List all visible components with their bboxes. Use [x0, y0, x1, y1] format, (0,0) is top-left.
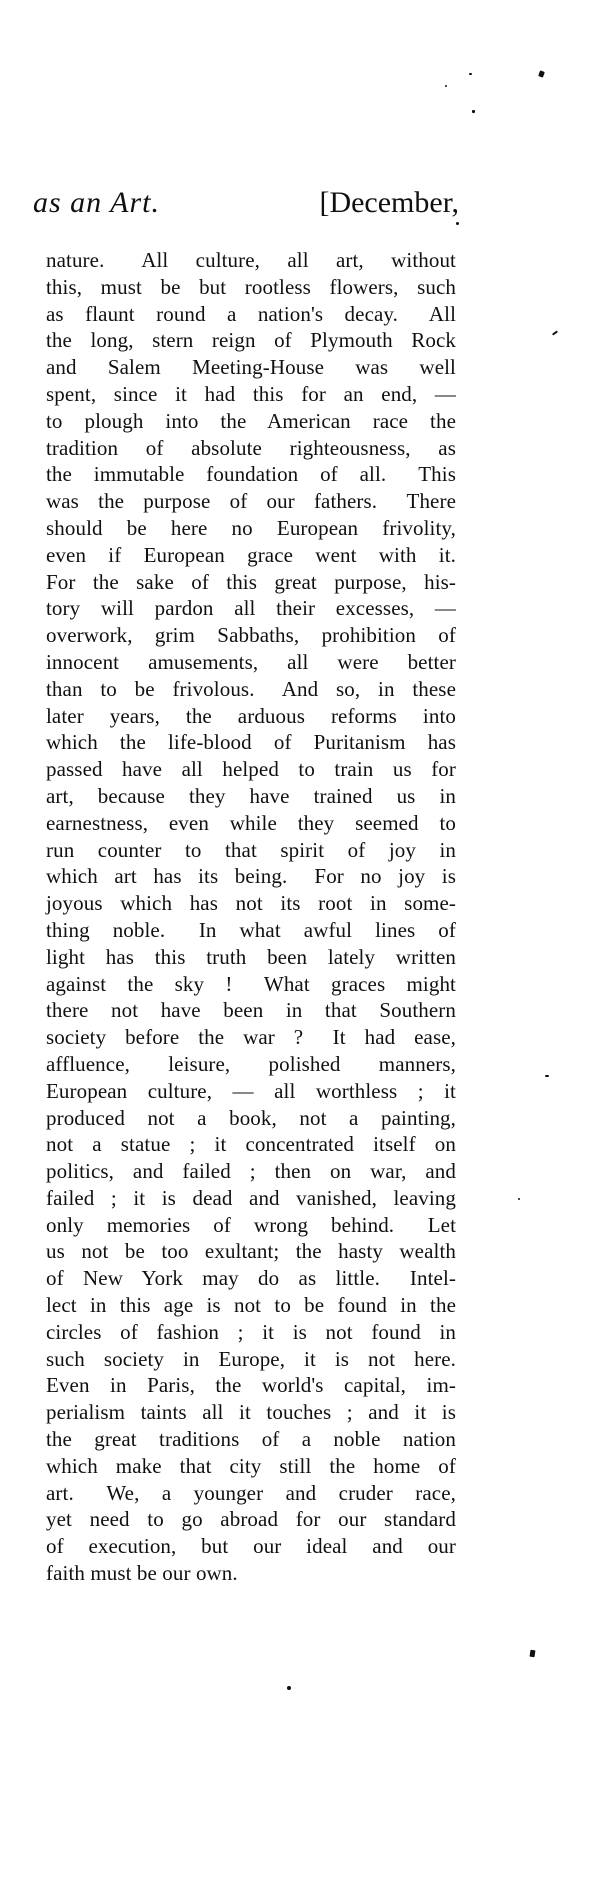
text-line: earnestness, even while they seemed to — [46, 810, 456, 835]
text-line: run counter to that spirit of joy in — [46, 837, 456, 862]
ink-speck — [518, 1198, 520, 1200]
text-line: such society in Europe, it is not here. — [46, 1346, 456, 1371]
ink-speck — [456, 222, 459, 225]
text-line: of New York may do as little. Intel- — [46, 1266, 456, 1291]
running-header-date: [December, — [319, 186, 459, 219]
text-line: only memories of wrong behind. Let — [46, 1212, 456, 1237]
text-line: there not have been in that Southern — [46, 998, 456, 1023]
text-line: the immutable foundation of all. This — [46, 462, 456, 487]
text-line: the great traditions of a noble nation — [46, 1427, 456, 1452]
text-line: European culture, — all worthless ; it — [46, 1078, 456, 1103]
ink-speck — [552, 330, 558, 335]
text-line: affluence, leisure, polished manners, — [46, 1051, 456, 1076]
body-text — [46, 247, 456, 1587]
text-line: passed have all helped to train us for — [46, 757, 456, 782]
text-line: which make that city still the home of — [46, 1453, 456, 1478]
text-line: even if European grace went with it. — [46, 542, 456, 567]
text-line: tradition of absolute righteousness, as — [46, 435, 456, 460]
text-line: the long, stern reign of Plymouth Rock — [46, 328, 456, 353]
text-line: of execution, but our ideal and our — [46, 1534, 456, 1559]
text-line: should be here no European frivolity, — [46, 515, 456, 540]
text-line: art, because they have trained us in — [46, 783, 456, 808]
ink-speck — [287, 1686, 291, 1690]
text-line: and Salem Meeting-House was well — [46, 355, 456, 380]
text-line: faith must be our own. — [46, 1561, 238, 1586]
text-line: which the life-blood of Puritanism has — [46, 730, 456, 755]
text-line: nature. All culture, all art, without — [46, 248, 456, 272]
running-header — [33, 186, 459, 220]
text-line: overwork, grim Sabbaths, prohibition of — [46, 623, 456, 648]
text-line: not a statue ; it concentrated itself on — [46, 1132, 456, 1157]
text-line: yet need to go abroad for our standard — [46, 1507, 456, 1532]
text-line: For the sake of this great purpose, his- — [46, 569, 456, 594]
text-line: failed ; it is dead and vanished, leaving — [46, 1185, 456, 1210]
text-line: was the purpose of our fathers. There — [46, 489, 456, 514]
text-line: than to be frivolous. And so, in these — [46, 676, 456, 701]
text-line: to plough into the American race the — [46, 408, 456, 433]
text-line: which art has its being. For no joy is — [46, 864, 456, 889]
text-line: spent, since it had this for an end, — — [46, 381, 456, 406]
ink-speck — [538, 70, 545, 77]
text-line: as flaunt round a nation's decay. All — [46, 301, 456, 326]
text-line: joyous which has not its root in some- — [46, 891, 456, 916]
text-line: thing noble. In what awful lines of — [46, 917, 456, 942]
text-line: art. We, a younger and cruder race, — [46, 1480, 456, 1505]
ink-speck — [445, 85, 447, 87]
text-line: lect in this age is not to be found in the — [46, 1293, 456, 1318]
text-line: Even in Paris, the world's capital, im- — [46, 1373, 456, 1398]
ink-speck — [545, 1075, 549, 1077]
text-line: perialism taints all it touches ; and it is — [46, 1400, 456, 1425]
ink-speck — [472, 110, 475, 113]
text-line: produced not a book, not a painting, — [46, 1105, 456, 1130]
text-line: society before the war ? It had ease, — [46, 1025, 456, 1050]
text-line: against the sky ! What graces might — [46, 971, 456, 996]
running-header-title: as an Art. — [33, 186, 160, 219]
ink-speck — [530, 1650, 536, 1658]
text-line: circles of fashion ; it is not found in — [46, 1319, 456, 1344]
text-line: us not be too exultant; the hasty wealth — [46, 1239, 456, 1264]
text-line: this, must be but rootless flowers, such — [46, 274, 456, 299]
ink-speck — [469, 73, 472, 75]
text-line: politics, and failed ; then on war, and — [46, 1159, 456, 1184]
text-line: light has this truth been lately written — [46, 944, 456, 969]
text-line: later years, the arduous reforms into — [46, 703, 456, 728]
text-line: tory will pardon all their excesses, — — [46, 596, 456, 621]
text-line: innocent amusements, all were better — [46, 649, 456, 674]
